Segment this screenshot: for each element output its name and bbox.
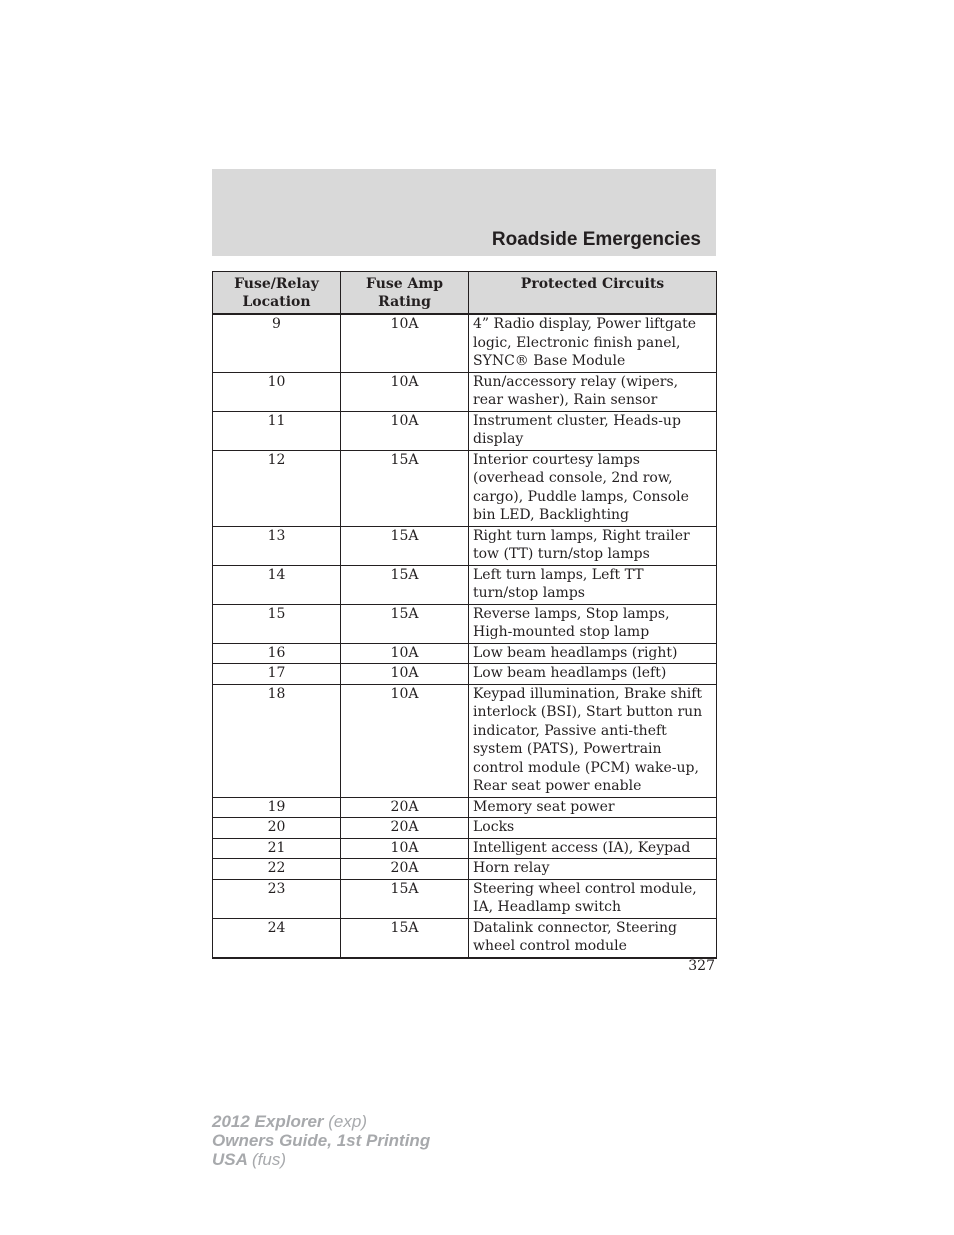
fuse-rating: 10A [341,664,469,685]
protected-circuits: Instrument cluster, Heads-up display [469,411,717,450]
section-header-band [212,169,716,256]
fuse-rating: 20A [341,859,469,880]
table-row [213,411,717,450]
fuse-location: 22 [213,859,341,880]
footer-line-printing: Owners Guide, 1st Printing [212,1131,431,1150]
protected-circuits: Run/accessory relay (wipers, rear washer), Rain sensor [469,372,717,411]
table-row [213,797,717,818]
fuse-rating: 15A [341,526,469,565]
fuse-location: 10 [213,372,341,411]
fuse-location: 18 [213,684,341,797]
protected-circuits: 4” Radio display, Power liftgate logic, Electronic finish panel, SYNC® Base Module [469,314,717,372]
fuse-location: 17 [213,664,341,685]
table-row [213,664,717,685]
fuse-location: 21 [213,838,341,859]
fuse-rating: 15A [341,918,469,958]
page-number: 327 [688,958,715,974]
protected-circuits: Low beam headlamps (left) [469,664,717,685]
protected-circuits: Steering wheel control module, IA, Headlamp switch [469,879,717,918]
fuse-location: 15 [213,604,341,643]
footer-line-market [212,1150,430,1169]
document-footer [212,1112,430,1169]
column-header-circuits: Protected Circuits [469,272,717,315]
protected-circuits: Left turn lamps, Left TT turn/stop lamps [469,565,717,604]
protected-circuits: Datalink connector, Steering wheel control module [469,918,717,958]
fuse-rating: 15A [341,879,469,918]
table-row [213,879,717,918]
table-row [213,818,717,839]
protected-circuits: Interior courtesy lamps (overhead console, 2nd row, cargo), Puddle lamps, Console bin LED, Backlighting [469,450,717,526]
fuse-location: 19 [213,797,341,818]
table-row [213,859,717,880]
column-header-location: Fuse/Relay Location [213,272,341,315]
fuse-rating: 15A [341,450,469,526]
table-row [213,526,717,565]
table-row [213,372,717,411]
protected-circuits: Keypad illumination, Brake shift interlock (BSI), Start button run indicator, Passive anti-theft system (PATS), Powertrain control module (PCM) wake-up, Rear seat power enable [469,684,717,797]
table-row [213,918,717,958]
protected-circuits: Locks [469,818,717,839]
fuse-location: 16 [213,643,341,664]
fuse-location: 20 [213,818,341,839]
fuse-location: 13 [213,526,341,565]
fuse-location: 23 [213,879,341,918]
footer-market-code: (fus) [252,1150,286,1169]
fuse-location: 9 [213,314,341,372]
table-row [213,450,717,526]
fuse-location: 14 [213,565,341,604]
protected-circuits: Low beam headlamps (right) [469,643,717,664]
protected-circuits: Right turn lamps, Right trailer tow (TT) turn/stop lamps [469,526,717,565]
table-row [213,838,717,859]
table-row [213,684,717,797]
table-row [213,314,717,372]
section-title: Roadside Emergencies [491,229,701,250]
fuse-rating: 10A [341,372,469,411]
protected-circuits: Memory seat power [469,797,717,818]
fuse-rating: 20A [341,797,469,818]
fuse-rating: 15A [341,565,469,604]
fuse-location: 24 [213,918,341,958]
footer-model-code: (exp) [328,1112,367,1131]
fuse-table [212,271,717,959]
column-header-rating: Fuse Amp Rating [341,272,469,315]
fuse-rating: 10A [341,684,469,797]
footer-market-name: USA [212,1150,248,1169]
table-row [213,643,717,664]
table-row [213,565,717,604]
fuse-rating: 10A [341,643,469,664]
fuse-location: 11 [213,411,341,450]
fuse-rating: 20A [341,818,469,839]
fuse-rating: 10A [341,411,469,450]
protected-circuits: Horn relay [469,859,717,880]
fuse-rating: 15A [341,604,469,643]
protected-circuits: Intelligent access (IA), Keypad [469,838,717,859]
table-row [213,604,717,643]
fuse-location: 12 [213,450,341,526]
protected-circuits: Reverse lamps, Stop lamps, High-mounted stop lamp [469,604,717,643]
table-header-row [213,272,717,315]
footer-line-model [212,1112,430,1131]
fuse-rating: 10A [341,314,469,372]
fuse-rating: 10A [341,838,469,859]
footer-model-name: 2012 Explorer [212,1112,324,1131]
